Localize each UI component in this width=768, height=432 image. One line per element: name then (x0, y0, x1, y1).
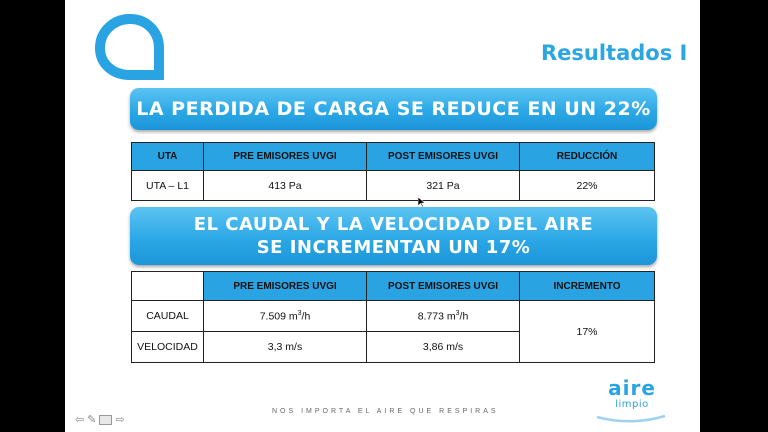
header-cell: POST EMISORES UVGI (367, 272, 520, 301)
header-cell: POST EMISORES UVGI (367, 143, 520, 171)
brand-main-text: aire (608, 376, 656, 400)
brand-logo-icon (95, 14, 165, 80)
arrow-left-icon[interactable]: ⇦ (75, 414, 85, 426)
header-cell: INCREMENTO (520, 272, 655, 301)
header-cell: PRE EMISORES UVGI (204, 272, 367, 301)
table-row (132, 171, 655, 201)
brand-wordmark (602, 378, 662, 411)
table-cell: 321 Pa (367, 171, 520, 201)
header-cell: UTA (132, 143, 204, 171)
table-cell: 413 Pa (204, 171, 367, 201)
slide-nav-controls (75, 414, 125, 426)
banner-line: EL CAUDAL Y LA VELOCIDAD DEL AIRE (193, 214, 594, 235)
table-cell: CAUDAL (132, 301, 204, 332)
brand-swoosh-icon (595, 414, 667, 424)
header-cell: PRE EMISORES UVGI (204, 143, 367, 171)
slide-title: Resultados I (541, 41, 688, 65)
pen-icon[interactable]: ✎ (87, 414, 97, 426)
banner-line: SE INCREMENTAN UN 17% (256, 237, 531, 258)
header-cell (132, 272, 204, 301)
header-cell: REDUCCIÓN (520, 143, 655, 171)
right-letterbox (700, 0, 768, 432)
table-header-row (132, 143, 655, 171)
table-cell: 3,3 m/s (204, 332, 367, 363)
slide-menu-icon[interactable] (99, 415, 112, 425)
pressure-table (131, 142, 655, 201)
tagline: NOS IMPORTA EL AIRE QUE RESPIRAS (272, 408, 499, 415)
table-cell: 22% (520, 171, 655, 201)
banner-pressure-drop: LA PERDIDA DE CARGA SE REDUCE EN UN 22% (130, 88, 657, 130)
table-row (132, 301, 655, 332)
arrow-right-icon[interactable]: ⇨ (115, 414, 125, 426)
table-cell: 7.509 $m^3/h$ (204, 301, 367, 332)
table-cell: 8.773 $m^3/h$ (367, 301, 520, 332)
mouse-cursor-icon (418, 197, 425, 207)
table-cell: UTA – L1 (132, 171, 204, 201)
table-header-row (132, 272, 655, 301)
presentation-slide (65, 0, 700, 432)
table-cell: VELOCIDAD (132, 332, 204, 363)
banner-flow-velocity (130, 207, 657, 265)
table-cell: 3,86 m/s (367, 332, 520, 363)
flow-table (131, 271, 655, 363)
left-letterbox (0, 0, 65, 432)
table-cell-increment: 17% (520, 301, 655, 363)
brand-sub-text: limpio (615, 399, 649, 410)
